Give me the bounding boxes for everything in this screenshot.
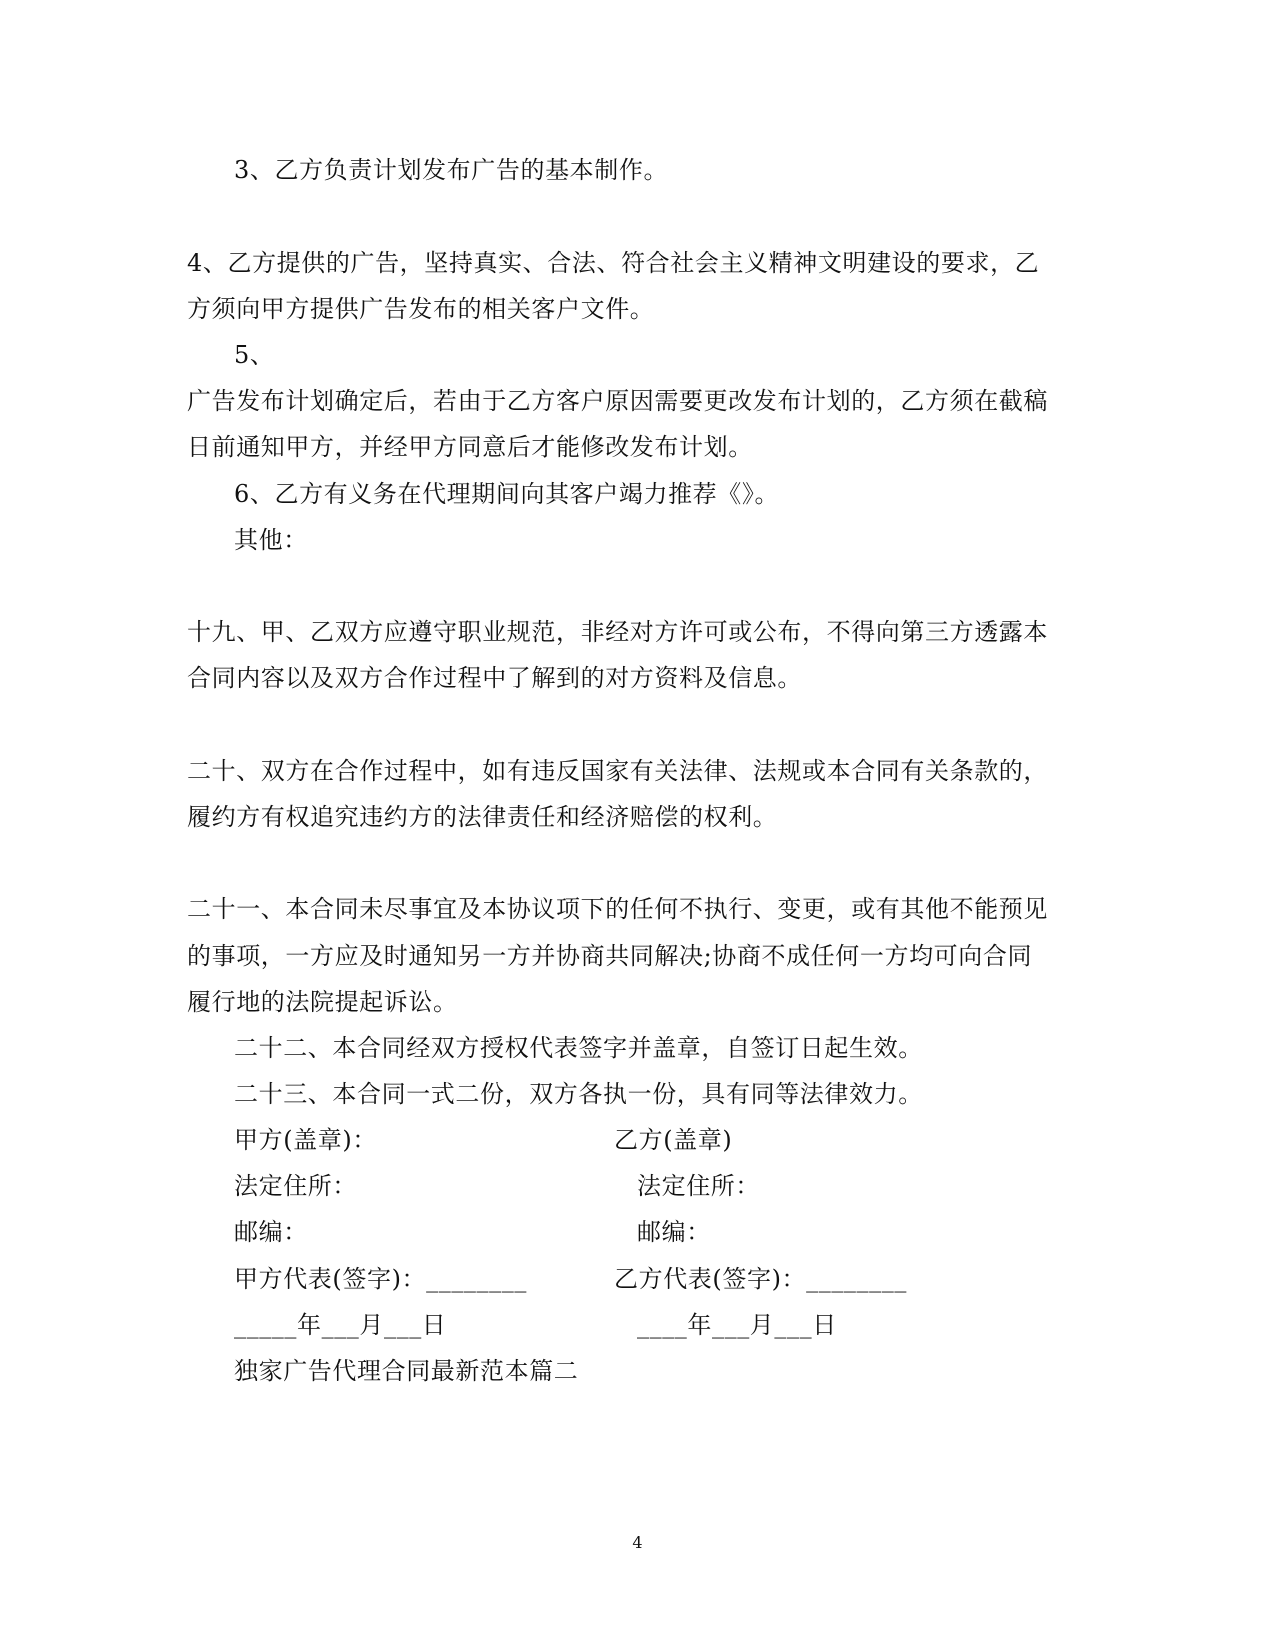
party-a-representative-signature: 甲方代表(签字)：________	[234, 1265, 527, 1293]
clause-5-line-2: 日前通知甲方，并经甲方同意后才能修改发布计划。	[187, 433, 753, 461]
page-number: 4	[632, 1533, 643, 1552]
article-21-line-3: 履行地的法院提起诉讼。	[187, 988, 458, 1016]
party-b-representative-signature: 乙方代表(签字)：________	[614, 1265, 907, 1293]
party-a-seal-label: 甲方(盖章)：	[234, 1126, 377, 1154]
article-23: 二十三、本合同一式二份，双方各执一份，具有同等法律效力。	[234, 1080, 923, 1108]
article-21-line-2: 的事项，一方应及时通知另一方并协商共同解决;协商不成任何一方均可向合同	[187, 942, 1033, 970]
clause-4-line-2: 方须向甲方提供广告发布的相关客户文件。	[187, 295, 655, 323]
article-21-line-1: 二十一、本合同未尽事宜及本协议项下的任何不执行、变更，或有其他不能预见	[187, 895, 1048, 923]
party-b-date: ____年___月___日	[637, 1311, 837, 1339]
party-a-postcode-label: 邮编：	[234, 1218, 308, 1246]
clause-3: 3、乙方负责计划发布广告的基本制作。	[234, 156, 669, 184]
clause-4-line-1: 4、乙方提供的广告，坚持真实、合法、符合社会主义精神文明建设的要求，乙	[187, 249, 1040, 277]
others-heading: 其他：	[234, 526, 308, 554]
clause-5-number: 5、	[234, 341, 275, 369]
party-b-postcode-label: 邮编：	[637, 1218, 711, 1246]
clause-5-line-1: 广告发布计划确定后，若由于乙方客户原因需要更改发布计划的，乙方须在截稿	[187, 387, 1048, 415]
article-19-line-1: 十九、甲、乙双方应遵守职业规范，非经对方许可或公布，不得向第三方透露本	[187, 618, 1048, 646]
article-20-line-1: 二十、双方在合作过程中，如有违反国家有关法律、法规或本合同有关条款的，	[187, 757, 1048, 785]
article-22: 二十二、本合同经双方授权代表签字并盖章，自签订日起生效。	[234, 1034, 923, 1062]
party-a-date: _____年___月___日	[234, 1311, 447, 1339]
clause-6: 6、乙方有义务在代理期间向其客户竭力推荐《》。	[234, 480, 780, 508]
next-section-title: 独家广告代理合同最新范本篇二	[234, 1357, 579, 1385]
article-20-line-2: 履约方有权追究违约方的法律责任和经济赔偿的权利。	[187, 803, 778, 831]
party-b-address-label: 法定住所：	[637, 1172, 760, 1200]
party-b-seal-label: 乙方(盖章)	[614, 1126, 733, 1154]
article-19-line-2: 合同内容以及双方合作过程中了解到的对方资料及信息。	[187, 664, 802, 692]
party-a-address-label: 法定住所：	[234, 1172, 357, 1200]
